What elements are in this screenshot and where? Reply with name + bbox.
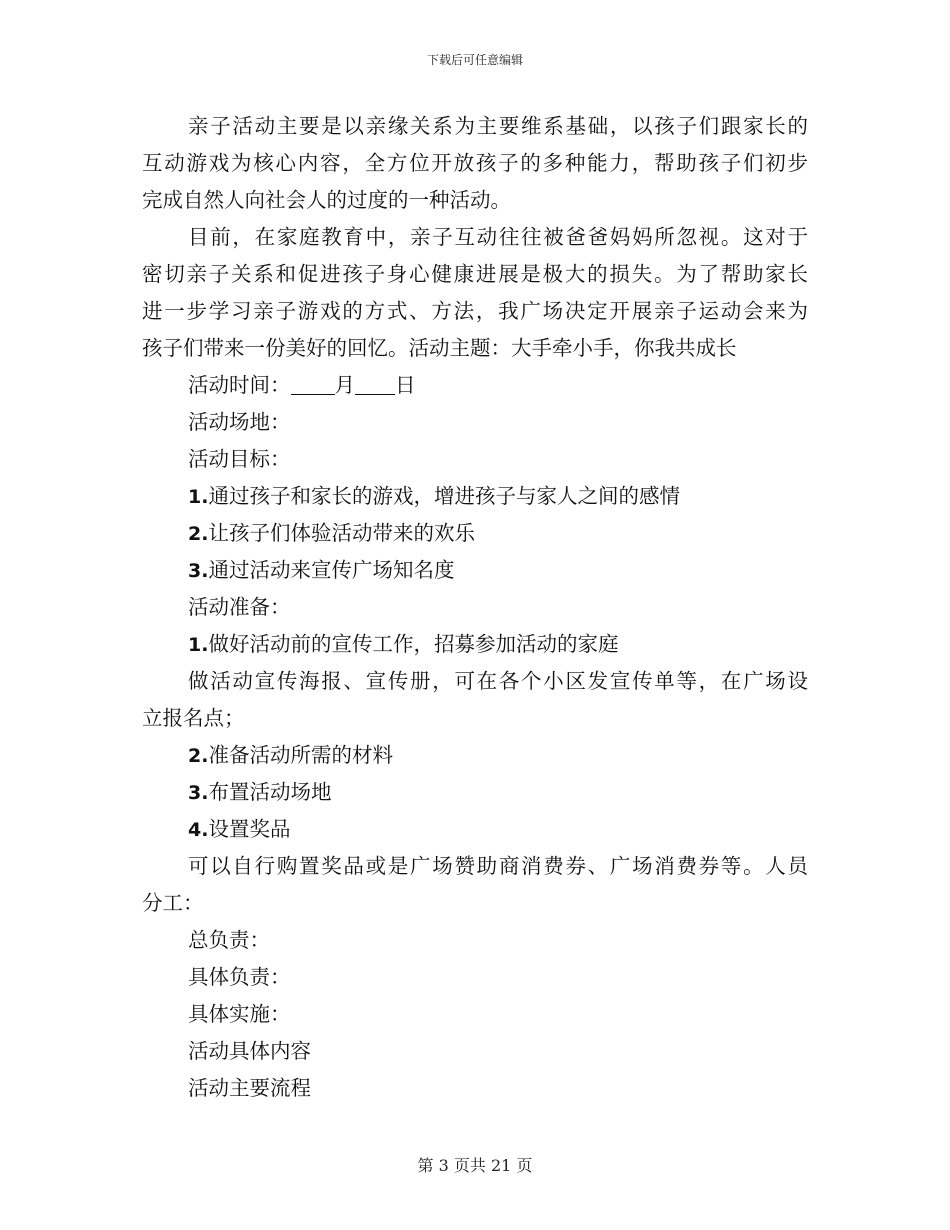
activity-time-label: 活动时间： xyxy=(188,373,291,397)
prep-item-3 xyxy=(142,774,808,811)
goal-item-3-text: 通过活动来宣传广场知名度 xyxy=(208,558,455,582)
goal-item-1-number: 1. xyxy=(188,486,209,508)
paragraph-intro-line-2: 互动游戏为核心内容，全方位开放孩子的多种能力，帮助孩子们初步 xyxy=(142,151,808,175)
paragraph-background-line-2: 密切亲子关系和促进孩子身心健康进展是极大的损失。为了帮助家长 xyxy=(142,262,808,286)
prep-detail-4-line-2: 分工： xyxy=(142,891,204,915)
prep-item-2 xyxy=(142,737,808,774)
prep-item-3-number: 3. xyxy=(188,782,209,804)
paragraph-intro-line-1: 亲子活动主要是以亲缘关系为主要维系基础，以孩子们跟家长的 xyxy=(188,114,808,138)
document-body xyxy=(142,108,808,1107)
prep-item-3-text: 布置活动场地 xyxy=(208,780,332,804)
paragraph-background-line-3: 进一步学习亲子游戏的方式、方法，我广场决定开展亲子运动会来为 xyxy=(142,299,808,323)
month-label: 月 xyxy=(334,373,355,397)
activity-process-heading: 活动主要流程 xyxy=(188,1076,311,1100)
goal-item-1 xyxy=(142,478,808,515)
prep-detail-1-line-2: 立报名点； xyxy=(142,706,245,730)
goal-item-2-number: 2. xyxy=(188,523,209,545)
goal-item-3 xyxy=(142,552,808,589)
paragraph-intro-line-3: 完成自然人向社会人的过度的一种活动。 xyxy=(142,188,511,212)
day-label: 日 xyxy=(395,373,416,397)
activity-goals-label: 活动目标： xyxy=(188,447,291,471)
role-overall: 总负责： xyxy=(188,928,270,952)
prep-item-4-text: 设置奖品 xyxy=(208,817,291,841)
prep-item-4 xyxy=(142,811,808,848)
day-blank xyxy=(355,372,395,395)
activity-venue: 活动场地： xyxy=(188,410,291,434)
prep-item-1-text: 做好活动前的宣传工作，招募参加活动的家庭 xyxy=(208,632,619,656)
prep-item-2-text: 准备活动所需的材料 xyxy=(208,743,393,767)
month-blank xyxy=(291,372,335,395)
prep-detail-4-line-1: 可以自行购置奖品或是广场赞助商消费券、广场消费券等。人员 xyxy=(188,854,808,878)
prep-item-1 xyxy=(142,626,808,663)
goal-item-2-text: 让孩子们体验活动带来的欢乐 xyxy=(208,521,475,545)
prep-item-4-number: 4. xyxy=(188,819,209,841)
activity-content-heading: 活动具体内容 xyxy=(188,1039,311,1063)
role-specific: 具体负责： xyxy=(188,965,291,989)
prep-item-2-number: 2. xyxy=(188,745,209,767)
page-footer: 第 3 页共 21 页 xyxy=(417,1156,533,1175)
activity-prep-label: 活动准备： xyxy=(188,595,291,619)
goal-item-2 xyxy=(142,515,808,552)
prep-detail-1-line-1: 做活动宣传海报、宣传册，可在各个小区发宣传单等，在广场设 xyxy=(188,669,808,693)
page-header: 下载后可任意编辑 xyxy=(426,53,523,67)
paragraph-background-line-4: 孩子们带来一份美好的回忆。活动主题：大手牵小手，你我共成长 xyxy=(142,336,737,360)
prep-item-1-number: 1. xyxy=(188,634,209,656)
goal-item-1-text: 通过孩子和家长的游戏，增进孩子与家人之间的感情 xyxy=(208,484,680,508)
role-implement: 具体实施： xyxy=(188,1002,291,1026)
activity-time xyxy=(142,367,808,404)
paragraph-background-line-1: 目前，在家庭教育中，亲子互动往往被爸爸妈妈所忽视。这对于 xyxy=(188,225,808,249)
goal-item-3-number: 3. xyxy=(188,560,209,582)
